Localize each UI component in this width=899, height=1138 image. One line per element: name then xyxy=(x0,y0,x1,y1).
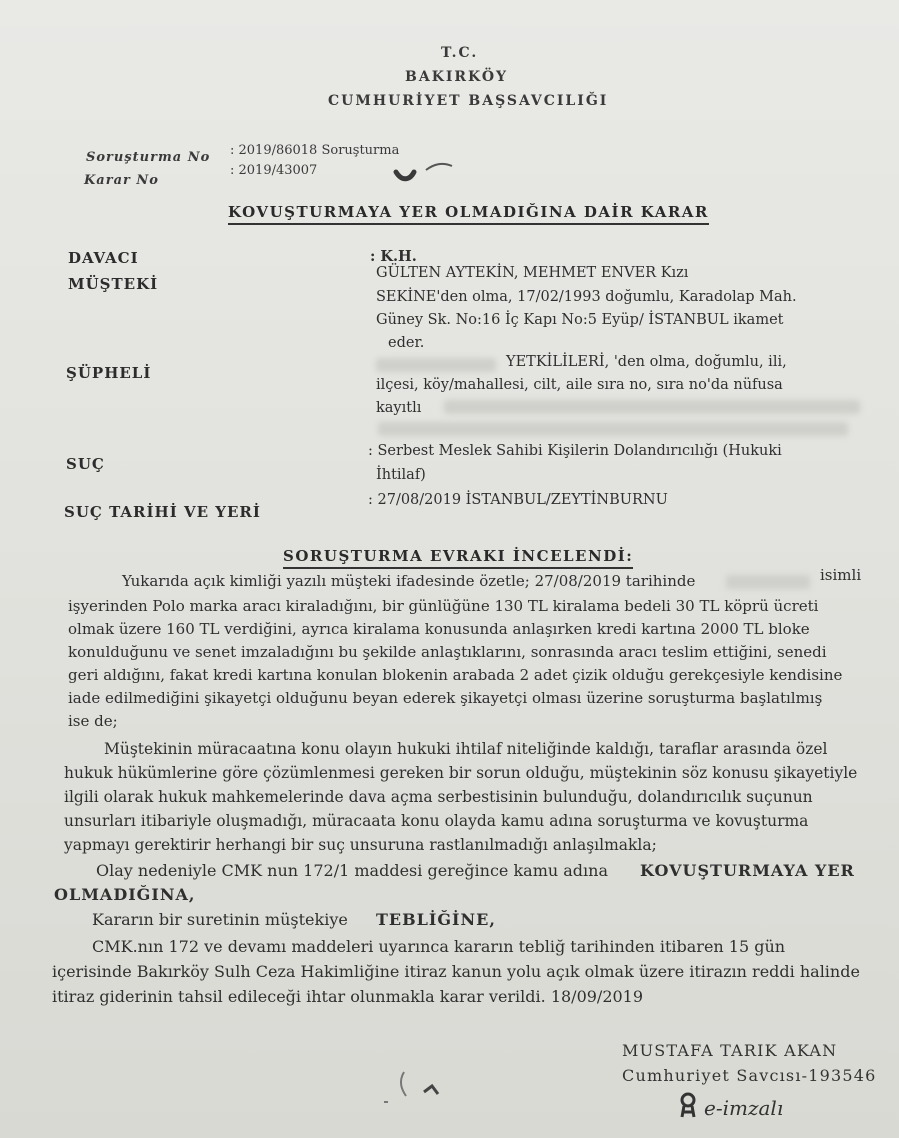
suc-label: SUÇ xyxy=(66,455,105,473)
paragraph-1-line-1: Yukarıda açık kimliği yazılı müşteki ifadesinde özetle; 27/08/2019 tarihinde xyxy=(122,572,696,590)
document-title: KOVUŞTURMAYA YER OLMADIĞINA DAİR KARAR xyxy=(228,203,709,225)
paragraph-1-line-3: olmak üzere 160 TL verdiğini, ayrıca kiralama konusunda anlaşırken kredi kartına 2000 TL bloke xyxy=(68,620,810,638)
musteki-label: MÜŞTEKİ xyxy=(68,275,159,293)
musteki-line-3: Güney Sk. No:16 İç Kapı No:5 Eyüp/ İSTANBUL ikamet xyxy=(376,312,784,328)
suc-tarihi-label: SUÇ TARİHİ VE YERİ xyxy=(64,503,261,521)
paragraph-3-line-2-bold: OLMADIĞINA, xyxy=(54,885,196,904)
davaci-value: : K.H. xyxy=(370,248,417,265)
redacted-block xyxy=(444,400,860,414)
paragraph-1-line-6: iade edilmediğini şikayetçi olduğunu beyan ederek şikayetçi olması üzerine soruşturma başlatılmış xyxy=(68,689,823,707)
prosecutor-title: Cumhuriyet Savcısı-193546 xyxy=(622,1066,877,1085)
supheli-label: ŞÜPHELİ xyxy=(66,364,152,382)
paragraph-2-line-5: yapmayı gerektirir herhangi bir suç unsuruna rastlanılmadığı anlaşılmakla; xyxy=(64,836,657,854)
prosecutor-name: MUSTAFA TARIK AKAN xyxy=(622,1041,838,1060)
paragraph-5-line-1: CMK.nın 172 ve devamı maddeleri uyarınca kararın tebliğ tarihinden itibaren 15 gün xyxy=(92,937,786,956)
paragraph-1-line-4: konulduğunu ve senet imzaladığını bu şekilde anlaştıklarını, sonrasında aracı teslim ettiğini, senedi xyxy=(68,643,827,661)
paragraph-5-line-3: itiraz giderinin tahsil edileceği ihtar olunmakla karar verildi. 18/09/2019 xyxy=(52,987,644,1006)
paragraph-4-line-1-bold: TEBLİĞİNE, xyxy=(376,910,496,929)
sorusturma-no-value: : 2019/86018 Soruşturma xyxy=(230,143,400,158)
musteki-line-1: GÜLTEN AYTEKİN, MEHMET ENVER Kızı xyxy=(376,265,689,281)
paragraph-2-line-1: Müştekinin müracaatına konu olayın hukuki ihtilaf niteliğinde kaldığı, taraflar arasında özel xyxy=(104,740,828,758)
musteki-line-4: eder. xyxy=(388,335,425,351)
header-tc: T.C. xyxy=(441,45,479,61)
header-basavcilik: CUMHURİYET BAŞSAVCILIĞI xyxy=(328,93,609,109)
redacted-block xyxy=(726,575,810,589)
paragraph-3-line-1-bold: KOVUŞTURMAYA YER xyxy=(640,861,855,880)
paragraph-2-line-4: unsurları itibariyle oluşmadığı, müracaata konu olayda kamu adına soruşturma ve kovuşturma xyxy=(64,812,809,830)
karar-no-value: : 2019/43007 xyxy=(230,163,318,178)
e-signature-icon xyxy=(676,1090,704,1120)
paragraph-4-line-1-start: Kararın bir suretinin müştekiye xyxy=(92,910,348,929)
karar-no-label: Karar No xyxy=(84,173,159,188)
paragraph-1-line-7: ise de; xyxy=(68,712,118,730)
suc-line-2: İhtilaf) xyxy=(376,467,426,483)
musteki-line-2: SEKİNE'den olma, 17/02/1993 doğumlu, Karadolap Mah. xyxy=(376,289,797,305)
paragraph-5-line-2: içerisinde Bakırköy Sulh Ceza Hakimliğine itiraz kanun yolu açık olmak üzere itirazın reddi halinde xyxy=(52,962,860,981)
handwritten-mark xyxy=(392,158,462,188)
section-title: SORUŞTURMA EVRAKI İNCELENDİ: xyxy=(283,547,633,569)
redacted-block xyxy=(378,422,848,436)
header-bakirkoy: BAKIRKÖY xyxy=(405,69,509,85)
handwritten-mark xyxy=(376,1068,466,1108)
paragraph-3-line-1-start: Olay nedeniyle CMK nun 172/1 maddesi gereğince kamu adına xyxy=(96,861,608,880)
paragraph-2-line-2: hukuk hükümlerine göre çözümlenmesi gereken bir sorun olduğu, müştekinin söz konusu şikayetiyle xyxy=(64,764,858,782)
paragraph-1-line-2: işyerinden Polo marka aracı kiraladığını, bir günlüğüne 130 TL kiralama bedeli 30 TL köprü ücreti xyxy=(68,597,819,615)
redacted-block xyxy=(376,358,496,372)
paragraph-1-line-5: geri aldığını, fakat kredi kartına konulan blokenin arabada 2 adet çizik olduğu gerekçesiyle kendisine xyxy=(68,666,843,684)
paragraph-2-line-3: ilgili olarak hukuk mahkemelerinde dava açma serbestisinin bulunduğu, dolandırıcılık suçunun xyxy=(64,788,813,806)
supheli-line-1: YETKİLİLERİ, 'den olma, doğumlu, ili, xyxy=(506,354,787,370)
supheli-line-2: ilçesi, köy/mahallesi, cilt, aile sıra no, sıra no'da nüfusa xyxy=(376,377,783,393)
davaci-label: DAVACI xyxy=(68,249,139,267)
paragraph-1-line-1-end: isimli xyxy=(820,566,862,584)
e-imza-text: e-imzalı xyxy=(704,1096,784,1120)
suc-tarihi-value: : 27/08/2019 İSTANBUL/ZEYTİNBURNU xyxy=(368,492,668,508)
suc-line-1: : Serbest Meslek Sahibi Kişilerin Dolandırıcılığı (Hukuki xyxy=(368,443,782,459)
sorusturma-no-label: Soruşturma No xyxy=(86,150,211,165)
supheli-line-3: kayıtlı xyxy=(376,400,422,416)
